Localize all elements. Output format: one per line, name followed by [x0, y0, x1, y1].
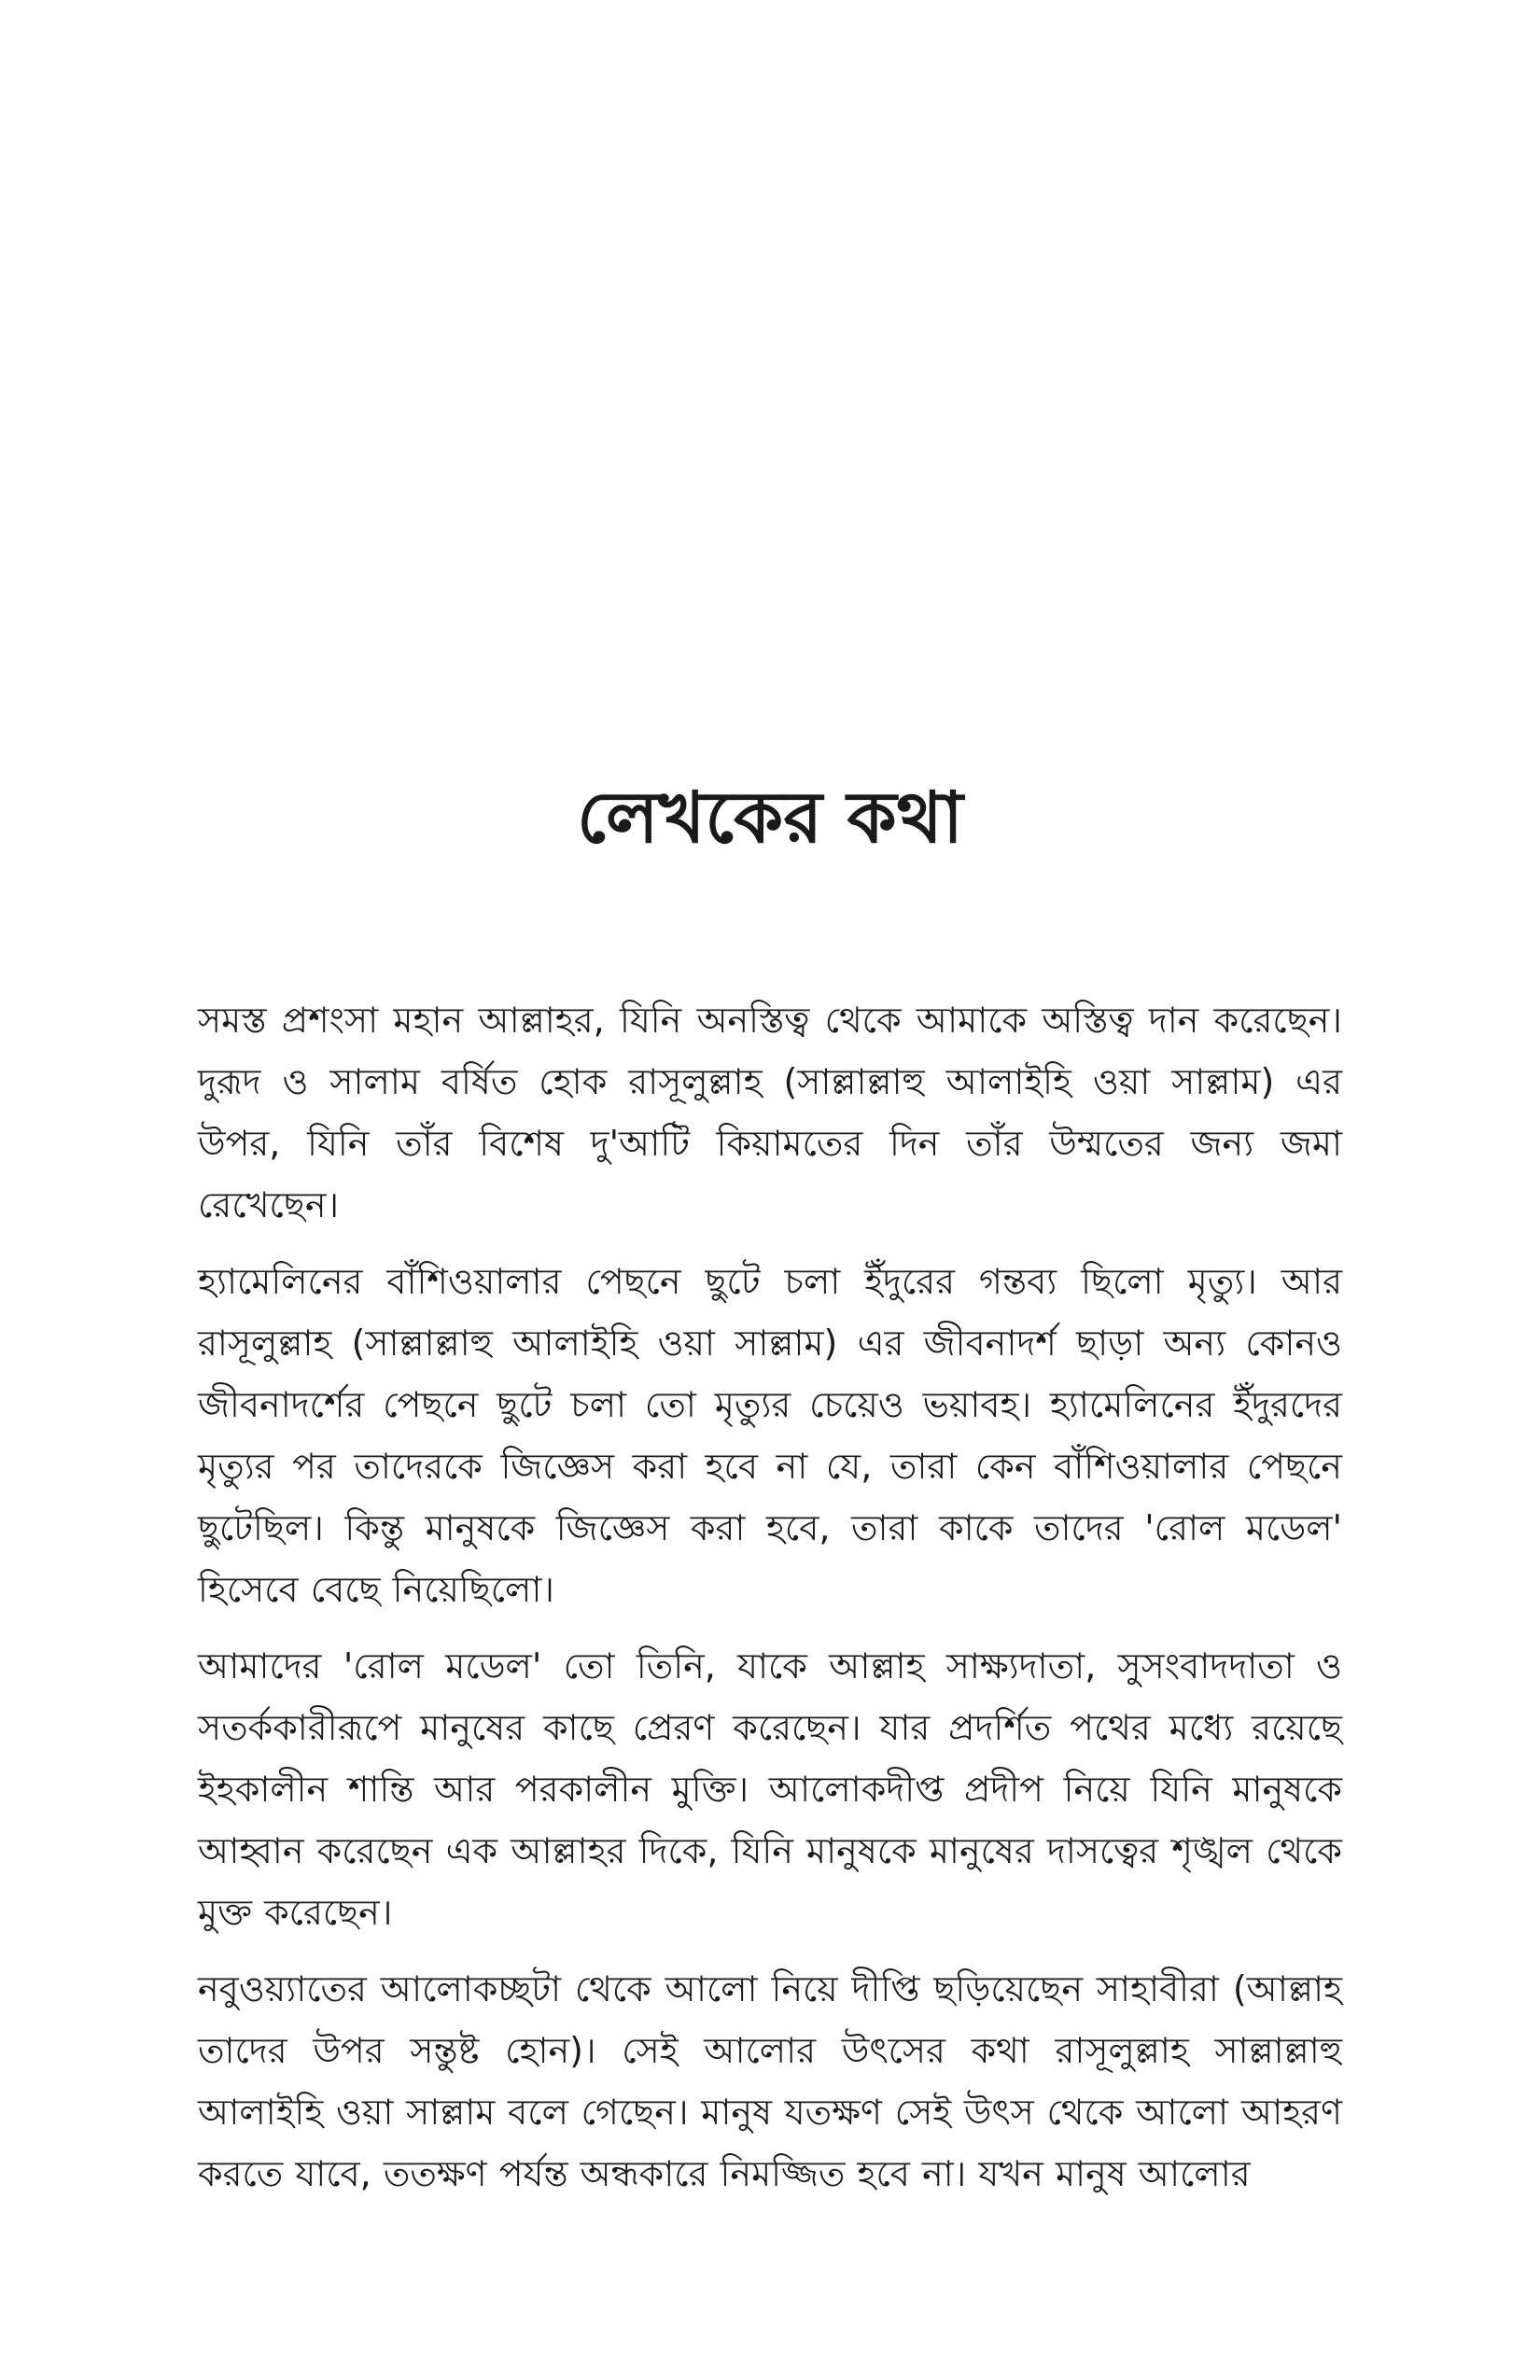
body-text [198, 989, 1342, 2205]
paragraph: নবুওয়্যাতের আলোকচ্ছটা থেকে আলো নিয়ে দীপ্তি ছড়িয়েছেন সাহাবীরা (আল্লাহ তাদের উপর সন্তুষ্ট হোন)। সেই আলোর উৎসের কথা রাসূলুল্লাহ সাল্লাল্লাহু আলাইহি ওয়া সাল্লাম বলে গেছেন। মানুষ যতক্ষণ সেই উৎস থেকে আলো আহরণ করতে যাবে, ততক্ষণ পর্যন্ত অন্ধকারে নিমজ্জিত হবে না। যখন মানুষ আলোর [198, 1968, 1342, 2194]
paragraph: হ্যামেলিনের বাঁশিওয়ালার পেছনে ছুটে চলা ইঁদুরের গন্তব্য ছিলো মৃত্যু। আর রাসূলুল্লাহ (সাল্লাল্লাহু আলাইহি ওয়া সাল্লাম) এর জীবনাদর্শ ছাড়া অন্য কোনও জীবনাদর্শের পেছনে ছুটে চলা তো মৃত্যুর চেয়েও ভয়াবহ। হ্যামেলিনের ইঁদুরদের মৃত্যুর পর তাদেরকে জিজ্ঞেস করা হবে না যে, তারা কেন বাঁশিওয়ালার পেছনে ছুটেছিল। কিন্তু মানুষকে জিজ্ঞেস করা হবে, তারা কাকে তাদের 'রোল মডেল' হিসেবে বেছে নিয়েছিলো। [198, 1261, 1342, 1610]
paragraph: আমাদের 'রোল মডেল' তো তিনি, যাকে আল্লাহ সাক্ষ্যদাতা, সুসংবাদদাতা ও সতর্ককারীরূপে মানুষের কাছে প্রেরণ করেছেন। যার প্রদর্শিত পথের মধ্যে রয়েছে ইহকালীন শান্তি আর পরকালীন মুক্তি। আলোকদীপ্ত প্রদীপ নিয়ে যিনি মানুষকে আহ্বান করেছেন এক আল্লাহর দিকে, যিনি মানুষকে মানুষের দাসত্বের শৃঙ্খল থেকে মুক্ত করেছেন। [198, 1645, 1342, 1933]
paragraph: সমস্ত প্রশংসা মহান আল্লাহর, যিনি অনস্তিত্ব থেকে আমাকে অস্তিত্ব দান করেছেন। দুরূদ ও সালাম বর্ষিত হোক রাসূলুল্লাহ (সাল্লাল্লাহু আলাইহি ওয়া সাল্লাম) এর উপর, যিনি তাঁর বিশেষ দু'আটি কিয়ামতের দিন তাঁর উম্মতের জন্য জমা রেখেছেন। [198, 1000, 1342, 1225]
page-title: লেখকের কথা [577, 776, 963, 859]
